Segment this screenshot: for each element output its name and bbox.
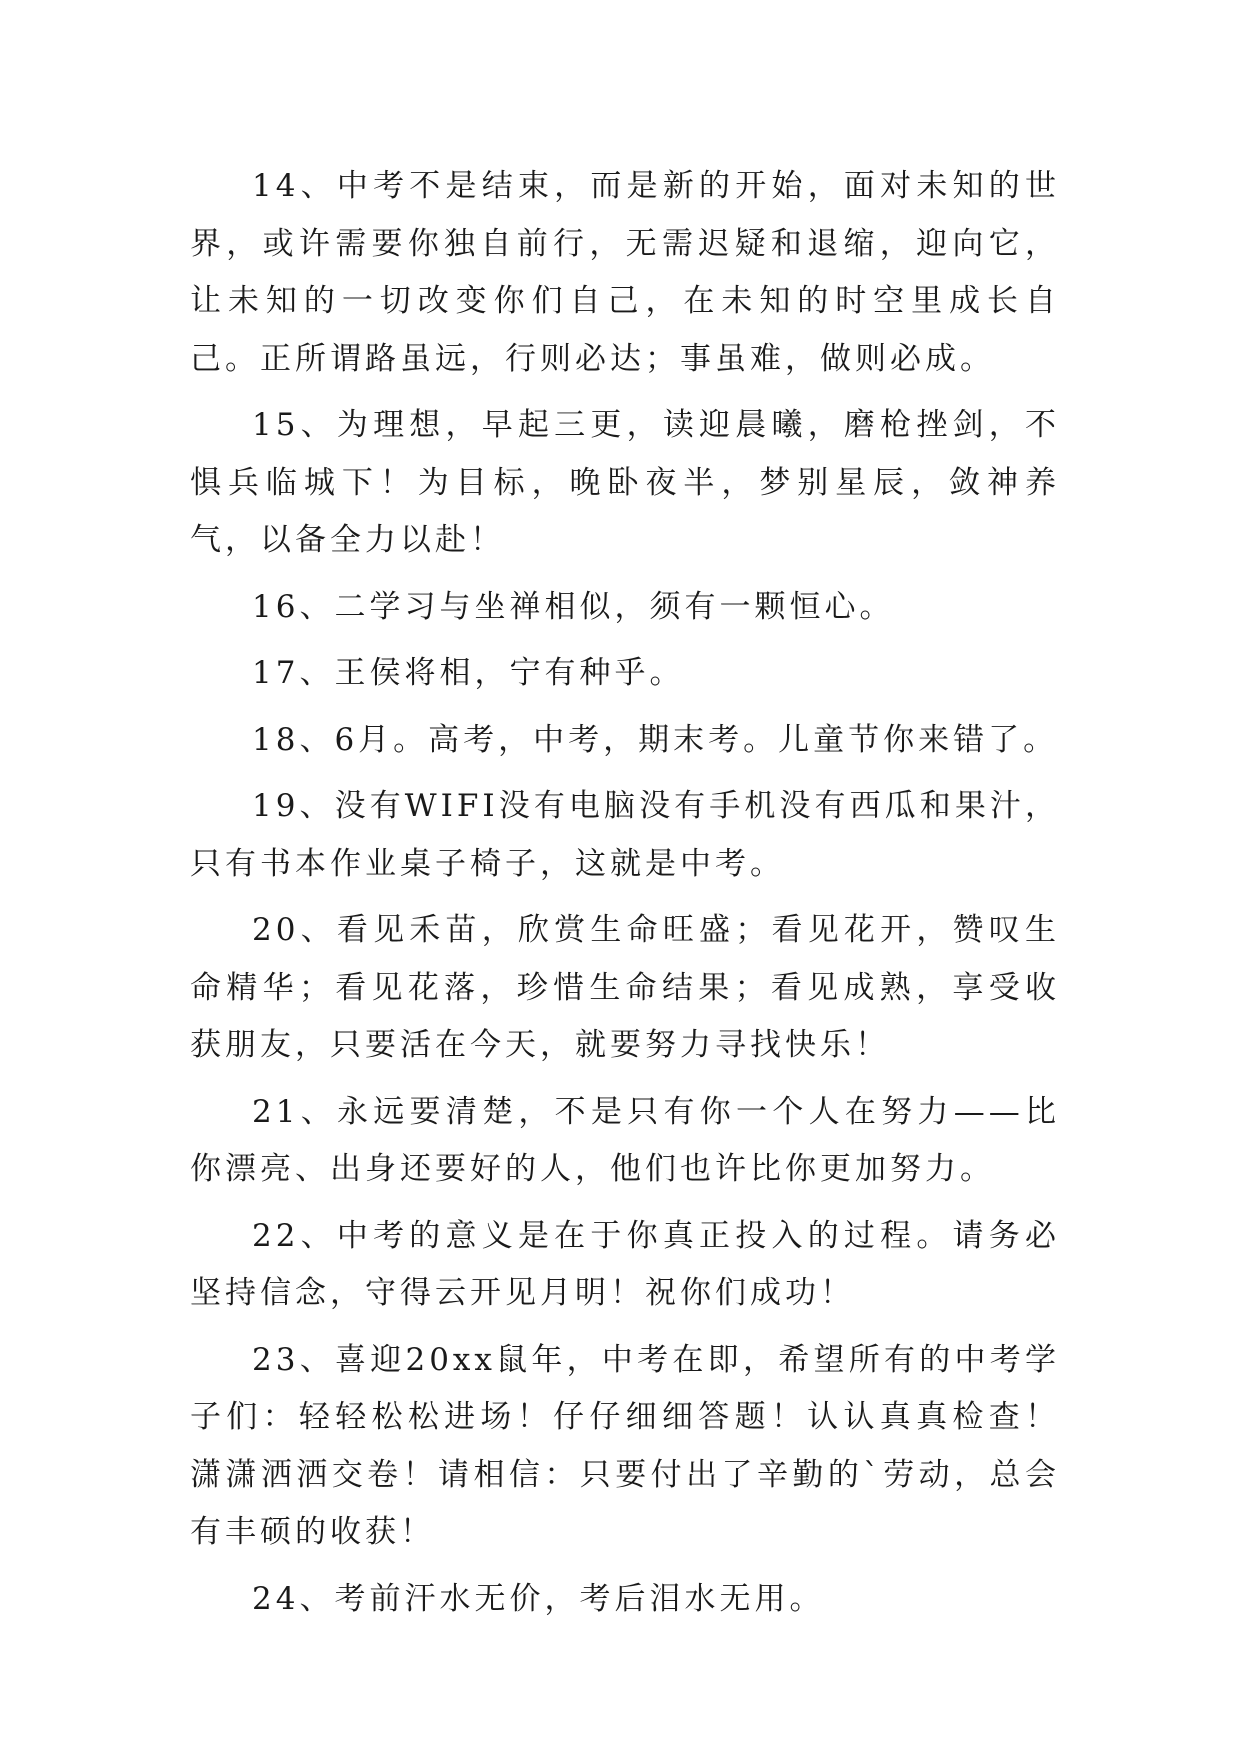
paragraph-19: 19、没有WIFI没有电脑没有手机没有西瓜和果汁，只有书本作业桌子椅子，这就是中考。 (190, 788, 1060, 882)
paragraph-15: 15、为理想，早起三更，读迎晨曦，磨枪挫剑，不惧兵临城下！为目标，晚卧夜半，梦别星辰，敛神养气，以备全力以赴！ (190, 407, 1060, 558)
paragraph-22: 22、中考的意义是在于你真正投入的过程。请务必坚持信念，守得云开见月明！祝你们成功！ (190, 1217, 1060, 1311)
paragraph-18: 18、6月。高考，中考，期末考。儿童节你来错了。 (252, 721, 1059, 758)
paragraph-20: 20、看见禾苗，欣赏生命旺盛；看见花开，赞叹生命精华；看见花落，珍惜生命结果；看见成熟，享受收获朋友，只要活在今天，就要努力寻找快乐！ (190, 912, 1060, 1063)
paragraph-21: 21、永远要清楚，不是只有你一个人在努力——比你漂亮、出身还要好的人，他们也许比你更加努力。 (190, 1093, 1060, 1187)
paragraph-24: 24、考前汗水无价，考后泪水无用。 (252, 1580, 825, 1617)
document-body (190, 158, 1060, 1637)
paragraph-16: 16、二学习与坐禅相似，须有一颗恒心。 (252, 588, 895, 625)
paragraph-23: 23、喜迎20xx鼠年，中考在即，希望所有的中考学子们：轻轻松松进场！仔仔细细答题！认认真真检查！潇潇洒洒交卷！请相信：只要付出了辛勤的`劳动，总会有丰硕的收获！ (190, 1341, 1060, 1550)
paragraph-17: 17、王侯将相，宁有种乎。 (252, 655, 685, 691)
paragraph-14: 14、中考不是结束，而是新的开始，面对未知的世界，或许需要你独自前行，无需迟疑和退缩，迎向它，让未知的一切改变你们自己，在未知的时空里成长自己。正所谓路虽远，行则必达；事虽难，做则必成。 (190, 168, 1060, 377)
